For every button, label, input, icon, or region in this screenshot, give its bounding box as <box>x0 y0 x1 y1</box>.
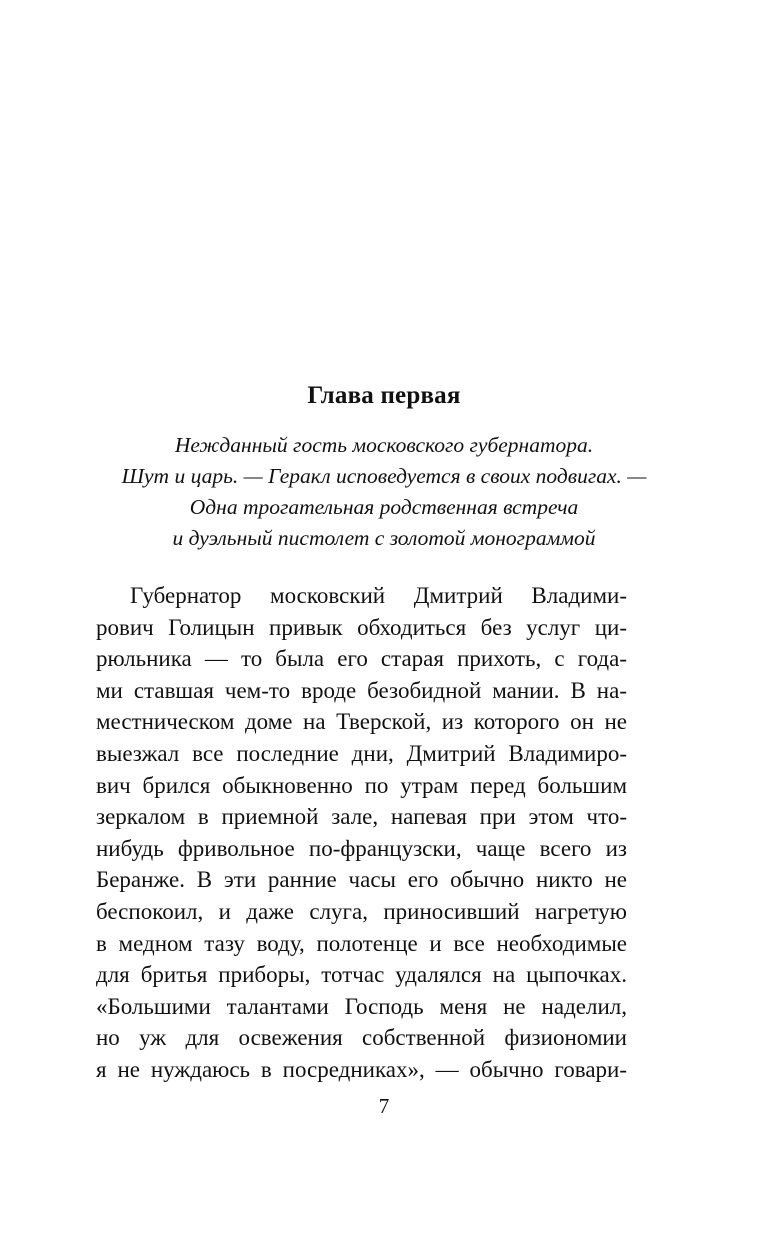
chapter-title: Глава первая <box>307 382 461 409</box>
text-line: ми ставшая чем-то вроде безобидной мании. В на- <box>96 677 627 703</box>
text-line: беспокоил, и даже слуга, приносивший нагретую <box>96 898 627 924</box>
text-line: зеркалом в приемной зале, напевая при этом что- <box>96 804 627 830</box>
text-line: я не нуждаюсь в посредниках», — обычно говари- <box>96 1056 627 1082</box>
text-line: выезжал все последние дни, Дмитрий Владимиро- <box>96 740 627 766</box>
chapter-epigraph <box>60 430 708 554</box>
epigraph-line: и дуэльный пистолет с золотой монограммой <box>172 526 596 550</box>
epigraph-line: Шут и царь. — Геракл исповедуется в своих подвигах. — <box>121 464 647 488</box>
epigraph-line: Нежданный гость московского губернатора. <box>174 433 594 457</box>
text-line: местническом доме на Тверской, из которого он не <box>96 709 627 735</box>
text-line: для бритья приборы, тотчас удалялся на цыпочках. <box>96 962 627 988</box>
text-line: Губернатор московский Дмитрий Владими- <box>130 583 627 608</box>
epigraph-line: Одна трогательная родственная встреча <box>189 495 579 519</box>
text-line: «Большими талантами Господь меня не наделил, <box>96 993 627 1019</box>
body-paragraph <box>96 580 627 1086</box>
text-line: в медном тазу воду, полотенце и все необходимые <box>96 930 627 956</box>
page-number: 7 <box>378 1094 390 1118</box>
text-line: нибудь фривольное по-французски, чаще всего из <box>96 835 627 861</box>
text-line: но уж для освежения собственной физиономии <box>96 1025 627 1051</box>
text-line: рюльника — то была его старая прихоть, с года- <box>96 646 627 672</box>
text-line: Беранже. В эти ранние часы его обычно никто не <box>96 867 627 893</box>
text-line: рович Голицын привык обходиться без услуг ци- <box>96 614 627 640</box>
text-line: вич брился обыкновенно по утрам перед большим <box>96 772 627 798</box>
